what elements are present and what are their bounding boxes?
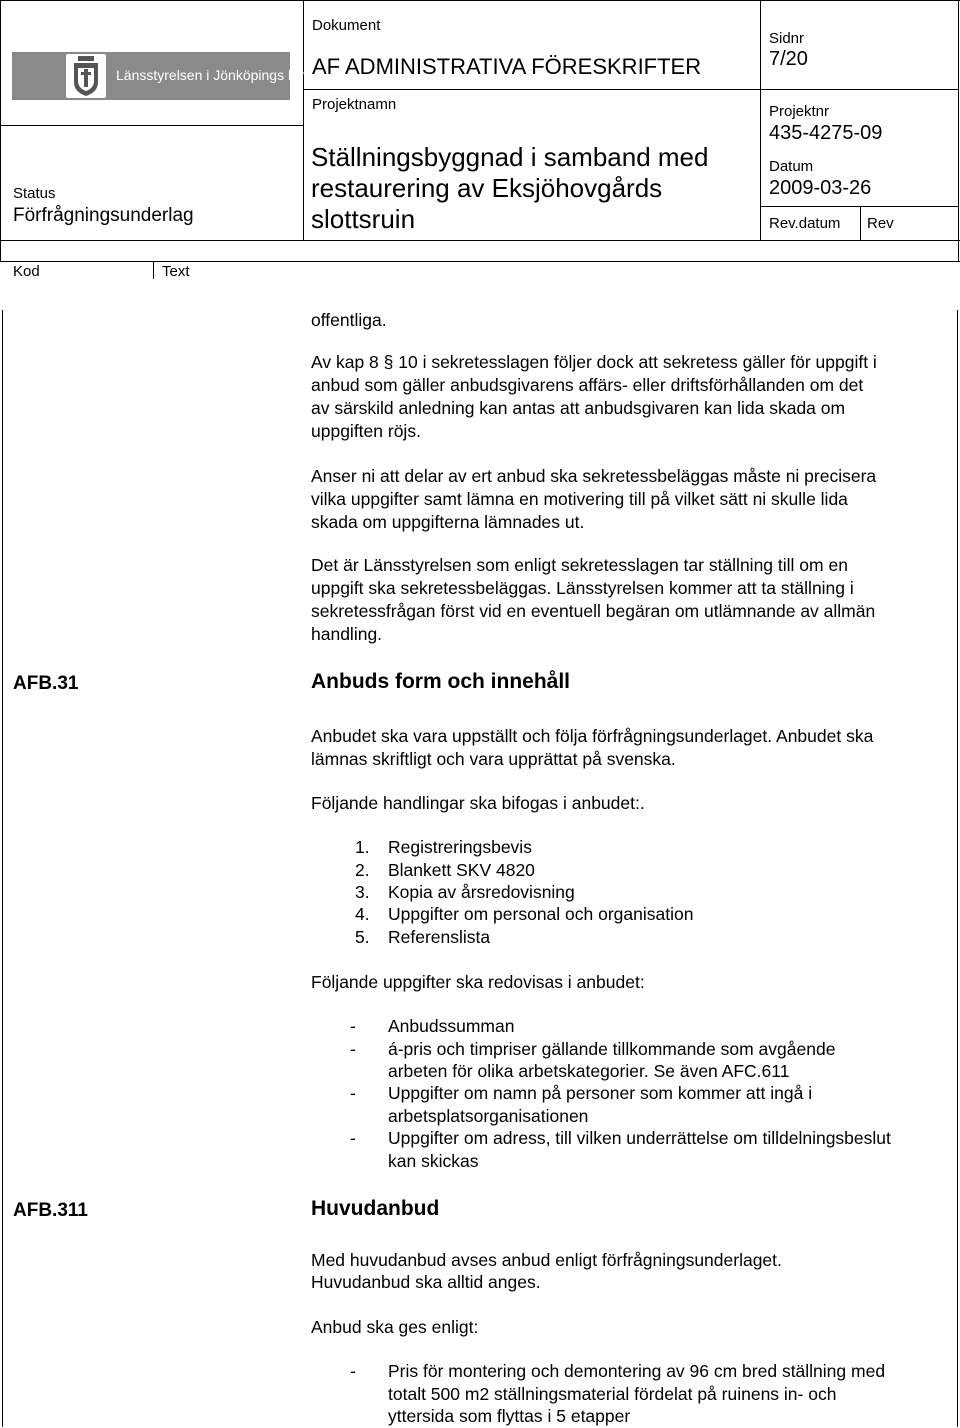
status-label: Status (13, 185, 56, 202)
list-item-4: Uppgifter om personal och organisation (388, 904, 694, 924)
header-kod-tick (153, 262, 154, 279)
header-right-border (958, 0, 959, 262)
projektnr-value: 435-4275-09 (769, 122, 883, 144)
list-item-1: Registreringsbevis (388, 837, 532, 857)
para3-line-2: uppgift ska sekretessbeläggas. Länsstyrelsen kommer att ta ställning i (311, 578, 854, 598)
dash2-item-line-3: yttersida som flyttas i 5 etapper (388, 1406, 631, 1426)
text-label: Text (162, 263, 190, 280)
dash-bullet-2: - (350, 1039, 356, 1059)
para7-line-1: Med huvudanbud avses anbud enligt förfrågningsunderlaget. (311, 1250, 782, 1270)
dash2-bullet: - (350, 1361, 356, 1381)
para3-line-1: Det är Länsstyrelsen som enligt sekretesslagen tar ställning till om en (311, 555, 848, 575)
header-divider-h-logo (0, 125, 304, 126)
para2-line-3: skada om uppgifterna lämnades ut. (311, 512, 585, 532)
sidnr-label: Sidnr (769, 30, 805, 47)
header-divider-v3 (860, 206, 861, 240)
sidnr-value: 7/20 (769, 48, 808, 70)
list-item-5: Referenslista (388, 927, 491, 947)
page-left-border (2, 310, 3, 1427)
logo (12, 52, 307, 100)
list-number-5: 5. (355, 927, 370, 947)
header-divider-h-doc (303, 89, 959, 90)
header-divider-v1 (303, 0, 304, 240)
dash-item-1: Anbudssumman (388, 1016, 515, 1036)
para6: Följande uppgifter ska redovisas i anbudet: (311, 972, 645, 992)
dash2-item-line-1: Pris för montering och demontering av 96 cm bred ställning med (388, 1361, 886, 1381)
dash-bullet-4: - (350, 1128, 356, 1148)
crest-icon (66, 54, 106, 98)
list-item-3: Kopia av årsredovisning (388, 882, 575, 902)
para4-line-1: Anbudet ska vara uppställt och följa förfrågningsunderlaget. Anbudet ska (311, 726, 874, 746)
para4-line-2: lämnas skriftligt och vara upprättat på svenska. (311, 749, 676, 769)
dash-item-3-line-1: Uppgifter om namn på personer som kommer att ingå i (388, 1083, 813, 1103)
para2-line-2: vilka uppgifter samt lämna en motivering till på vilket sätt ni skulle lida (311, 489, 848, 509)
projektnamn-line-1: Ställningsbyggnad i samband med (311, 142, 709, 172)
header-top-border (0, 0, 960, 1)
projektnamn-label: Projektnamn (312, 96, 397, 113)
dash-item-2-line-1: á-pris och timpriser gällande tillkommande som avgående (388, 1039, 836, 1059)
section-code-afb311: AFB.311 (13, 1200, 88, 1221)
para7-line-2: Huvudanbud ska alltid anges. (311, 1272, 541, 1292)
datum-label: Datum (769, 158, 814, 175)
para2-line-1: Anser ni att delar av ert anbud ska sekretessbeläggas måste ni precisera (311, 466, 877, 486)
dash2-item-line-2: totalt 500 m2 ställningsmaterial fördelat på ruinens in- och (388, 1384, 837, 1404)
header-divider-h-rev (760, 206, 959, 207)
page-right-border (957, 310, 958, 1427)
dash-item-2-line-2: arbeten för olika arbetskategorier. Se även AFC.611 (388, 1061, 790, 1081)
projektnr-label: Projektnr (769, 103, 830, 120)
para5: Följande handlingar ska bifogas i anbudet:. (311, 793, 645, 813)
para1-line-3: av särskild anledning kan antas att anbudsgivaren kan lida skada om (311, 398, 846, 418)
header-divider-h-kod (0, 261, 960, 262)
dash-item-4-line-1: Uppgifter om adress, till vilken underrättelse om tilldelningsbeslut (388, 1128, 891, 1148)
list-number-2: 2. (355, 860, 370, 880)
revdatum-label: Rev.datum (769, 215, 841, 232)
kod-label: Kod (13, 263, 40, 280)
datum-value: 2009-03-26 (769, 177, 872, 199)
rev-label: Rev (867, 215, 894, 232)
header-divider-v2 (760, 0, 761, 240)
logo-text: Länsstyrelsen i Jönköpings län (116, 67, 307, 83)
para3-line-4: handling. (311, 624, 383, 644)
projektnamn-line-2: restaurering av Eksjöhovgårds (311, 173, 663, 203)
para1-line-1: Av kap 8 § 10 i sekretesslagen följer dock att sekretess gäller för uppgift i (311, 352, 877, 372)
dokument-label: Dokument (312, 17, 381, 34)
section-title-afb31: Anbuds form och innehåll (311, 670, 571, 693)
paragraph-continuation: offentliga. (311, 310, 387, 330)
dash-item-3-line-2: arbetsplatsorganisationen (388, 1106, 589, 1126)
section-title-afb311: Huvudanbud (311, 1197, 440, 1220)
projektnamn-line-3: slottsruin (311, 204, 416, 234)
dash-bullet-3: - (350, 1083, 356, 1103)
header-left-border (0, 0, 1, 262)
header-divider-h-bottom (0, 240, 960, 241)
list-item-2: Blankett SKV 4820 (388, 860, 535, 880)
status-value: Förfrågningsunderlag (13, 205, 194, 226)
para3-line-3: sekretessfrågan först vid en eventuell begäran om utlämnande av allmän (311, 601, 876, 621)
list-number-4: 4. (355, 904, 370, 924)
list-number-1: 1. (355, 837, 370, 857)
para8: Anbud ska ges enligt: (311, 1317, 479, 1337)
dash-bullet-1: - (350, 1016, 356, 1036)
section-code-afb31: AFB.31 (13, 673, 79, 694)
dash-item-4-line-2: kan skickas (388, 1151, 479, 1171)
para1-line-4: uppgiften röjs. (311, 421, 421, 441)
para1-line-2: anbud som gäller anbudsgivarens affärs- eller driftsförhållanden om det (311, 375, 864, 395)
list-number-3: 3. (355, 882, 370, 902)
dokument-value: AF ADMINISTRATIVA FÖRESKRIFTER (312, 54, 702, 79)
